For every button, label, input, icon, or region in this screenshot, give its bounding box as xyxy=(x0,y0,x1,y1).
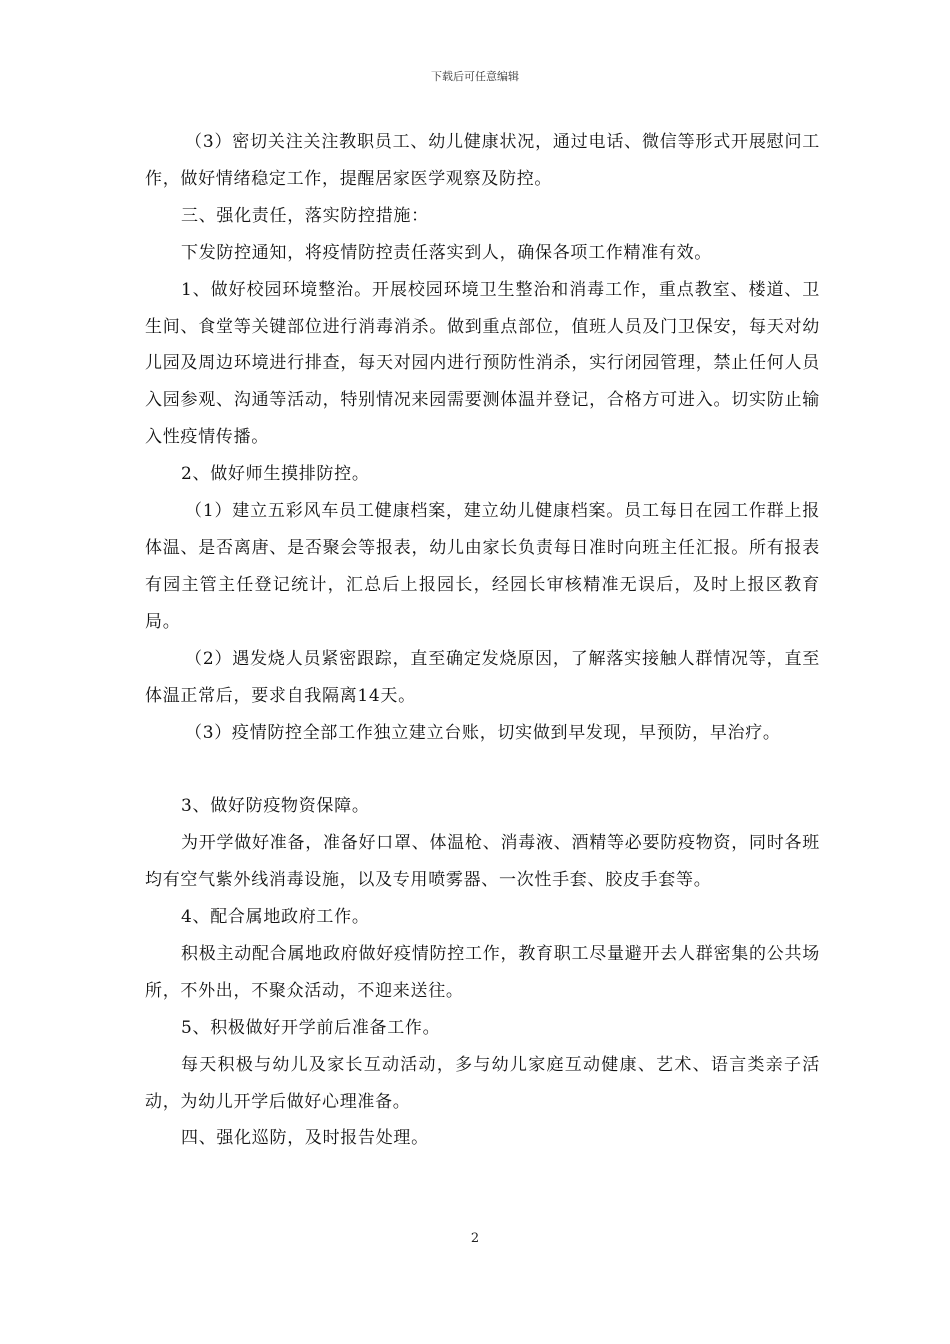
subheading-preparation: 5、积极做好开学前后准备工作。 xyxy=(181,1017,441,1038)
subheading-government: 4、配合属地政府工作。 xyxy=(181,907,370,928)
paragraph-supplies: 为开学做好准备，准备好口罩、体温枪、消毒液、酒精等必要防疫物资，同时各班均有空气紫外线消毒设施，以及专用喷雾器、一次性手套、胶皮手套等。 xyxy=(145,833,820,891)
paragraph-ledger: （3）疫情防控全部工作独立建立台账，切实做到早发现，早预防，早治疗。 xyxy=(185,722,781,743)
subheading-supplies: 3、做好防疫物资保障。 xyxy=(181,796,370,817)
document-body xyxy=(145,124,820,1157)
paragraph-health-records: （1）建立五彩风车员工健康档案，建立幼儿健康档案。员工每日在园工作群上报体温、是否离唐、是否聚会等报表，幼儿由家长负责每日准时向班主任汇报。所有报表有园主管主任登记统计，汇总后上报园长，经园长审核精准无误后，及时上报区教育局。 xyxy=(145,501,820,632)
page-number: 2 xyxy=(470,1231,480,1246)
heading-section-4: 四、强化巡防，及时报告处理。 xyxy=(181,1128,429,1149)
paragraph-campus-cleanup: 1、做好校园环境整治。开展校园环境卫生整治和消毒工作，重点教室、楼道、卫生间、食堂等关键部位进行消毒消杀。做到重点部位，值班人员及门卫保安，每天对幼儿园及周边环境进行排查，每天对园内进行预防性消杀，实行闭园管理，禁止任何人员入园参观、沟通等活动，特别情况来园需要测体温并登记，合格方可进入。切实防止输入性疫情传播。 xyxy=(145,279,820,448)
page-header: 下载后可任意编辑 xyxy=(431,70,519,83)
heading-section-3: 三、强化责任，落实防控措施： xyxy=(181,205,429,226)
paragraph-care-staff: （3）密切关注关注教职员工、幼儿健康状况，通过电话、微信等形式开展慰问工作，做好情绪稳定工作，提醒居家医学观察及防控。 xyxy=(145,132,820,189)
paragraph-notice: 下发防控通知，将疫情防控责任落实到人，确保各项工作精准有效。 xyxy=(181,242,712,263)
paragraph-fever-tracking: （2）遇发烧人员紧密跟踪，直至确定发烧原因，了解落实接触人群情况等，直至体温正常后，要求自我隔离14天。 xyxy=(145,648,820,706)
paragraph-preparation: 每天积极与幼儿及家长互动活动，多与幼儿家庭互动健康、艺术、语言类亲子活动，为幼儿开学后做好心理准备。 xyxy=(145,1054,820,1112)
subheading-screening: 2、做好师生摸排防控。 xyxy=(181,464,370,485)
blank-line xyxy=(145,751,820,788)
paragraph-government: 积极主动配合属地政府做好疫情防控工作，教育职工尽量避开去人群密集的公共场所，不外出，不聚众活动，不迎来送往。 xyxy=(145,943,820,1001)
